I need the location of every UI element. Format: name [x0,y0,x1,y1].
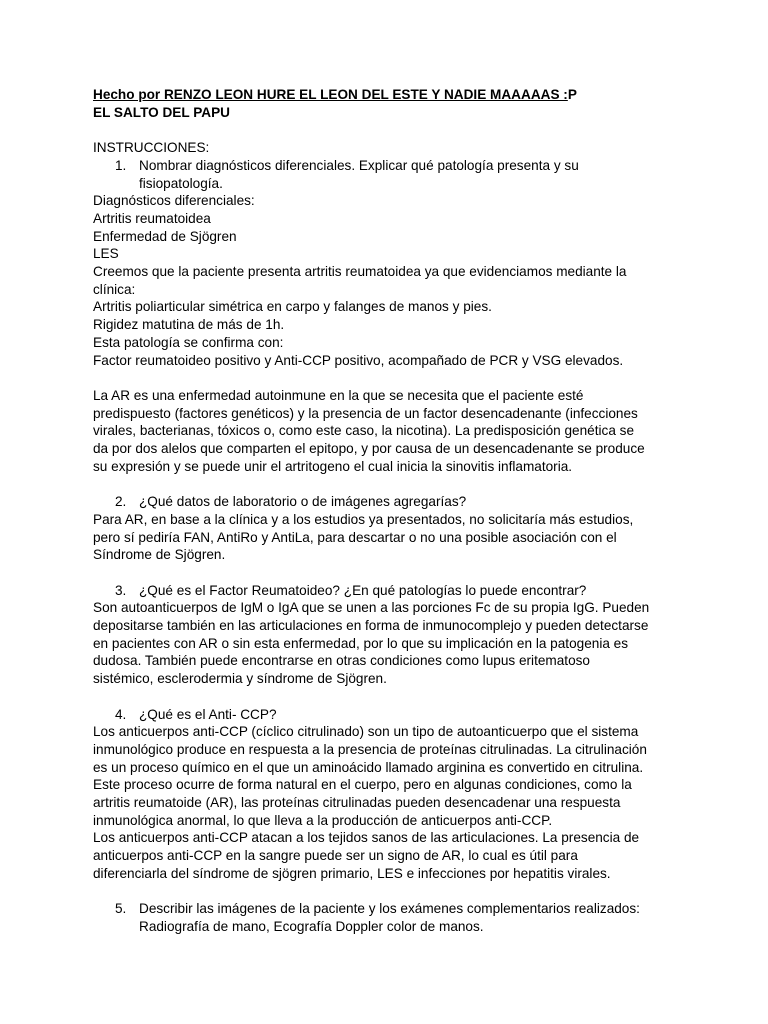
spacer [93,369,668,387]
question-5-line: Describir las imágenes de la paciente y los exámenes complementarios realizados: [139,901,640,917]
question-4-line: ¿Qué es el Anti- CCP? [139,706,277,722]
answer-4-line: es un proceso químico en el que un aminoácido llamado arginina es convertido en citrulina. [93,759,644,775]
answer-3-line: sistémico, esclerodermia y síndrome de Sjögren. [93,671,387,687]
question-4-number: 4. [115,706,127,722]
answer-3-line: en pacientes con AR o sin esta enfermedad, por lo que su implicación en la patogenia es [93,635,629,651]
answer-3-line: dudosa. También puede encontrarse en otras condiciones como lupus eritematoso [93,653,590,669]
answer-4-line: inmunológica anormal, lo que lleva a la producción de anticuerpos anti-CCP. [93,812,553,828]
question-1-line: Nombrar diagnósticos diferenciales. Explicar qué patología presenta y su [139,157,579,173]
answer-3 [93,599,668,688]
instructions-title: INSTRUCCIONES: [93,140,210,156]
answer-1-line: clínica: [93,281,136,297]
answer-1-line: Artritis reumatoidea [93,210,211,226]
question-1 [93,157,668,192]
spacer [93,883,668,901]
spacer [93,475,668,493]
answer-4-line: anticuerpos anti-CCP en la sangre puede ser un signo de AR, lo cual es útil para [93,848,578,864]
question-3-line: ¿Qué es el Factor Reumatoideo? ¿En qué patologías lo puede encontrar? [139,582,587,598]
answer-4-line: Los anticuerpos anti-CCP atacan a los tejidos sanos de las articulaciones. La presencia de [93,830,640,846]
question-5-line: Radiografía de mano, Ecografía Doppler color de manos. [139,918,484,934]
answer-3-line: Son autoanticuerpos de IgM o IgA que se unen a las porciones Fc de su propia IgG. Pueden [93,600,650,616]
author-underlined-text: Hecho por RENZO LEON HURE EL LEON DEL ESTE Y NADIE MAAAAAS : [93,87,568,102]
question-2-line: ¿Qué datos de laboratorio o de imágenes agregarías? [139,494,467,510]
spacer [93,564,668,582]
question-2-number: 2. [115,494,127,510]
answer-4 [93,723,668,882]
author-line [93,86,668,104]
spacer [93,688,668,706]
author-tail-text: P [567,87,577,102]
answer-1-line: Factor reumatoideo positivo y Anti-CCP positivo, acompañado de PCR y VSG elevados. [93,352,624,368]
answer-2-line: Síndrome de Sjögren. [93,547,226,563]
question-5-number: 5. [115,901,127,917]
question-1-line: fisiopatología. [139,175,223,191]
answer-4-line: inmunológico produce en respuesta a la presencia de proteínas citrulinadas. La citrulinación [93,741,647,757]
answer-1-line: Rigidez matutina de más de 1h. [93,317,285,333]
document-page [93,86,668,936]
paragraph-line: predispuesto (factores genéticos) y la presencia de un factor desencadenante (infecciones [93,405,638,421]
paragraph-line: da por dos alelos que comparten el epitopo, y por causa de un desencadenante se produce [93,441,645,457]
paragraph-line: La AR es una enfermedad autoinmune en la que se necesita que el paciente esté [93,387,584,403]
spacer [93,121,668,139]
question-3-number: 3. [115,582,127,598]
answer-2-line: Para AR, en base a la clínica y a los estudios ya presentados, no solicitaría más estudios, [93,511,634,527]
answer-2 [93,511,668,564]
answer-1-line: Enfermedad de Sjögren [93,228,237,244]
question-4 [93,706,668,724]
question-3 [93,582,668,600]
answer-1-line: Esta patología se confirma con: [93,334,284,350]
answer-1-line: Diagnósticos diferenciales: [93,193,255,209]
answer-1-line: Artritis poliarticular simétrica en carpo y falanges de manos y pies. [93,299,492,315]
answer-2-line: pero sí pediría FAN, AntiRo y AntiLa, para descartar o no una posible asociación con el [93,529,617,545]
question-2 [93,493,668,511]
question-5 [93,900,668,935]
answer-4-line: artritis reumatoide (AR), las proteínas citrulinadas pueden desencadenar una respuesta [93,795,621,811]
answer-1-line: LES [93,246,119,262]
paragraph-line: virales, bacterianas, tóxicos o, como este caso, la nicotina). La predisposición genética se [93,423,635,439]
answer-1-line: Creemos que la paciente presenta artritis reumatoidea ya que evidenciamos mediante la [93,264,627,280]
answer-4-line: Los anticuerpos anti-CCP (cíclico citrulinado) son un tipo de autoanticuerpo que el sistema [93,724,639,740]
answer-1 [93,192,668,369]
answer-4-line: Este proceso ocurre de forma natural en el cuerpo, pero en algunas condiciones, como la [93,777,632,793]
subtitle: EL SALTO DEL PAPU [93,104,230,120]
question-1-number: 1. [115,157,127,173]
answer-3-line: depositarse también en las articulaciones en forma de inmunocomplejo y pueden detectarse [93,618,649,634]
answer-4-line: diferenciarla del síndrome de sjögren primario, LES e infecciones por hepatitis virales. [93,865,611,881]
answer-1-paragraph [93,387,668,476]
paragraph-line: su expresión y se puede unir el artritogeno el cual inicia la sinovitis inflamatoria. [93,458,573,474]
